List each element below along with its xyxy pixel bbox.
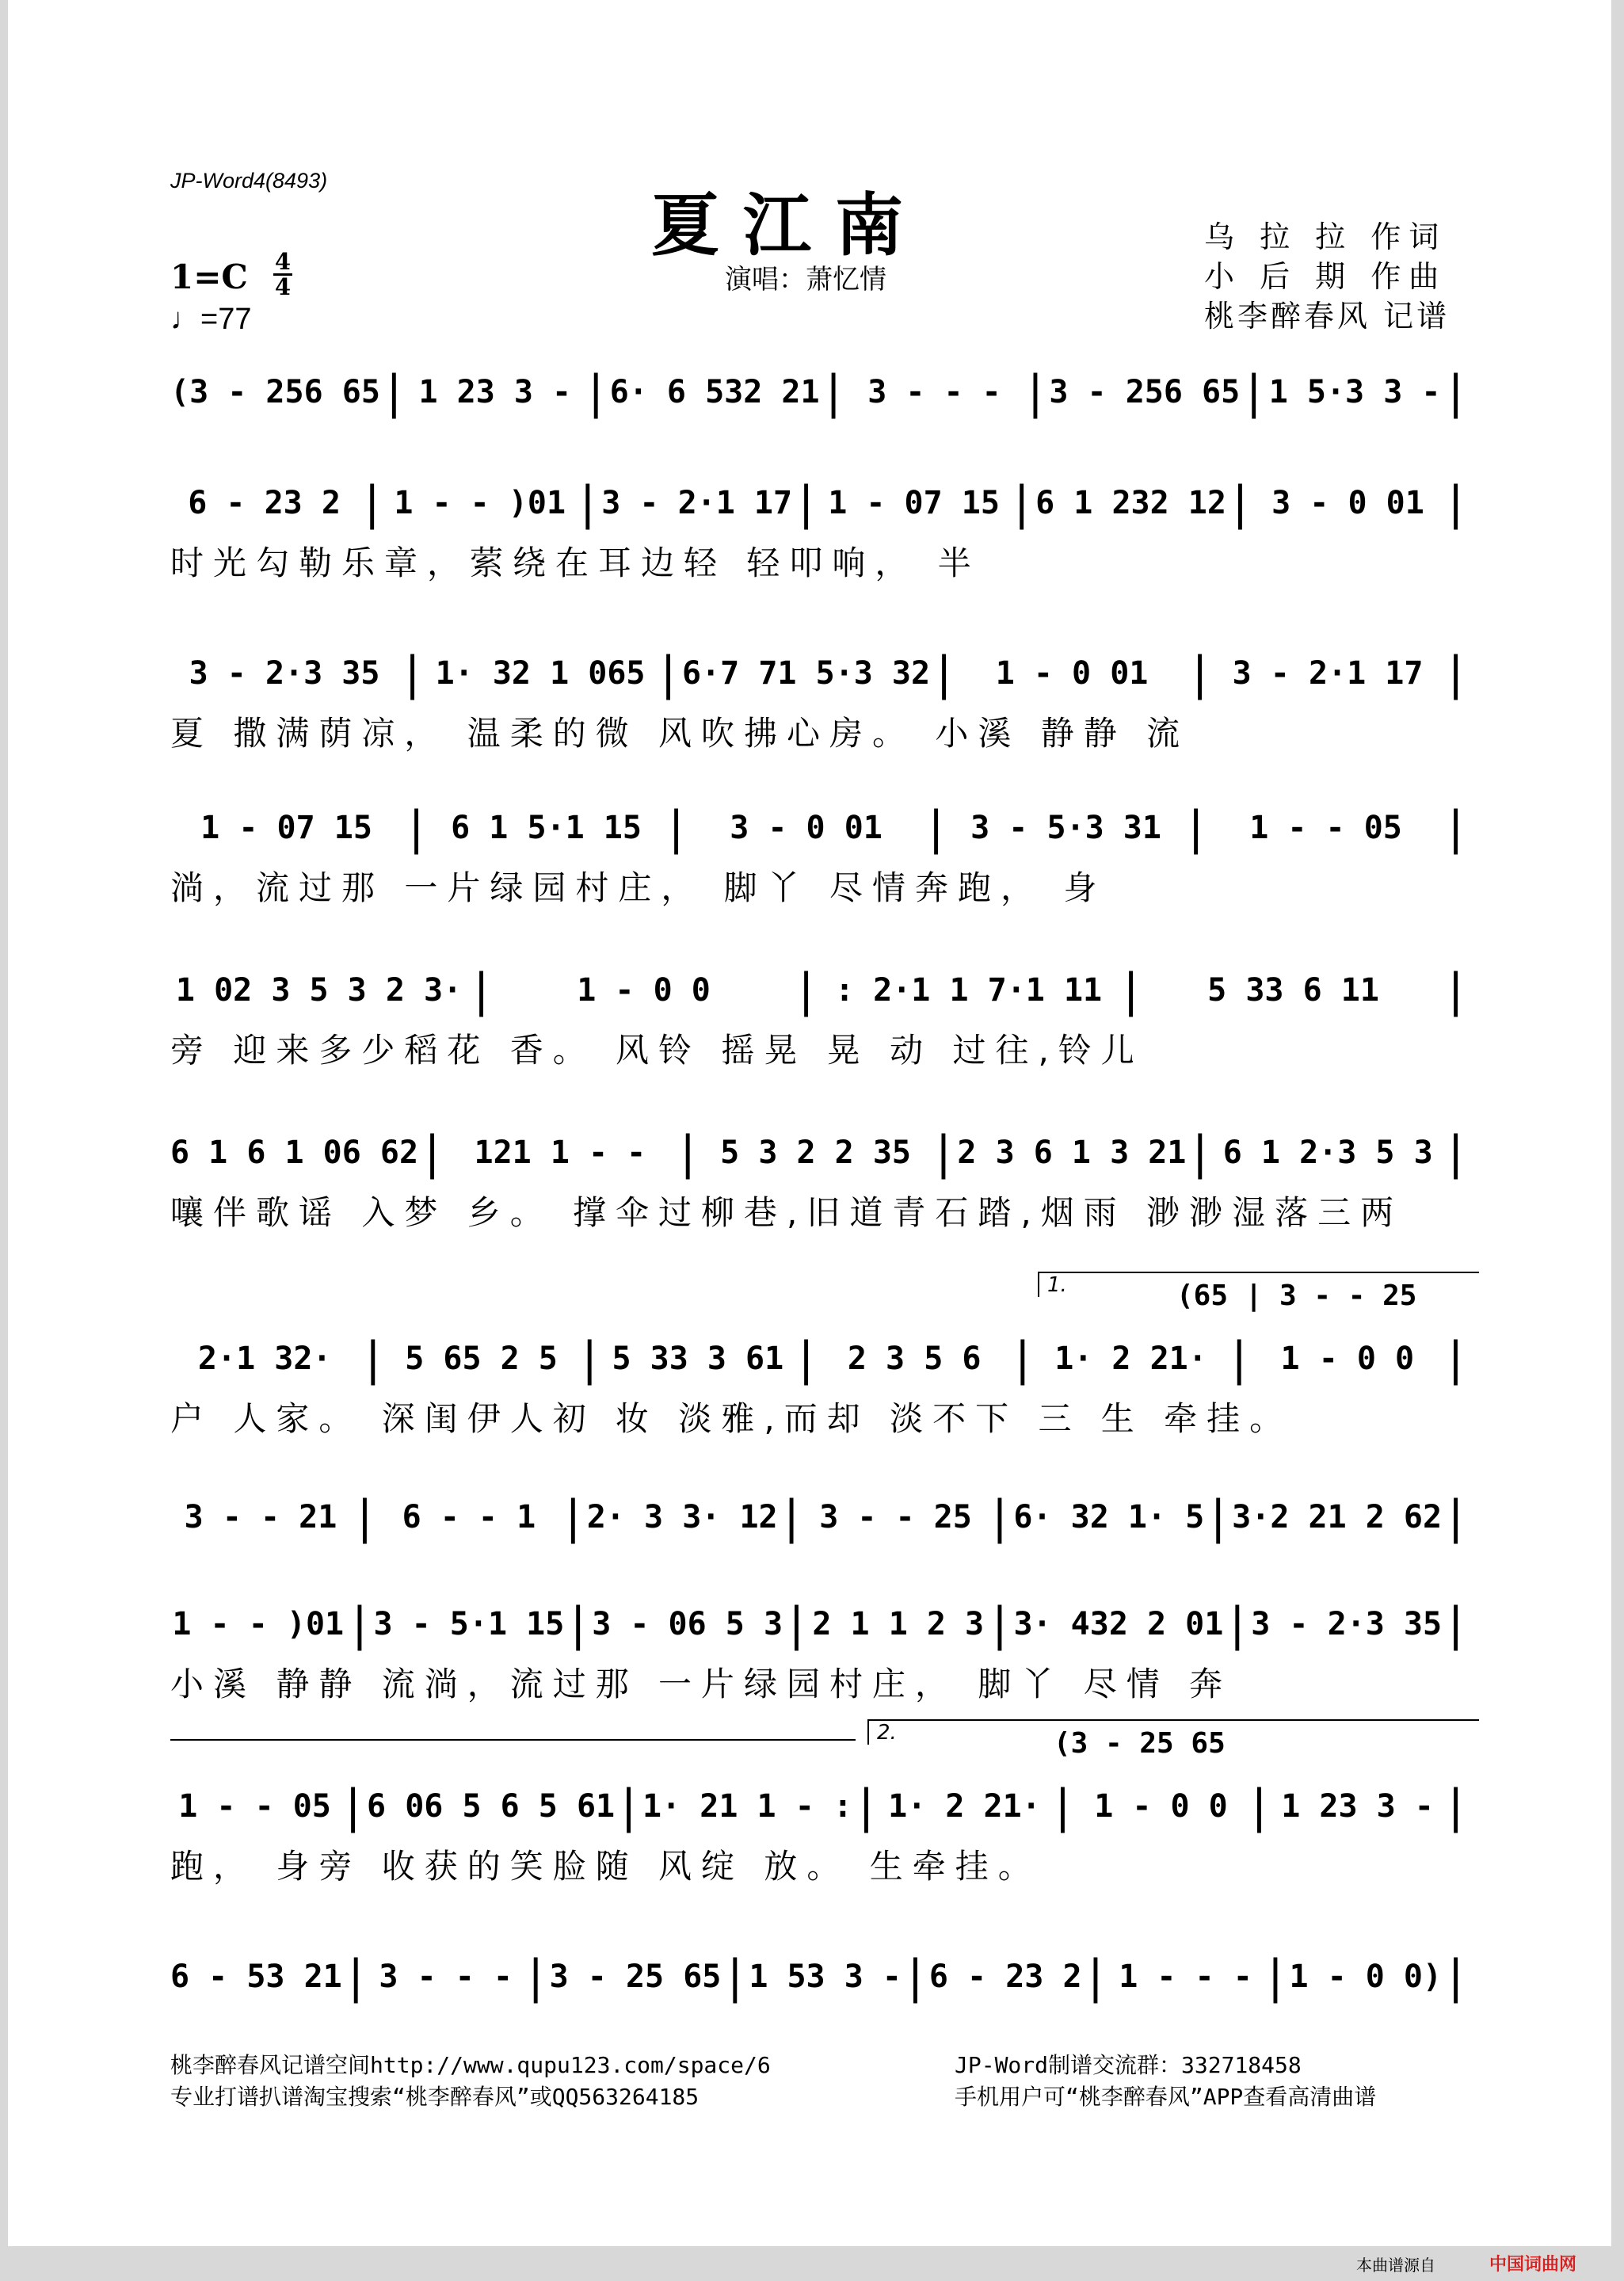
key-signature: 1=C [170,257,248,296]
bar-line: | [654,647,682,700]
bar-line: | [1442,476,1470,530]
bar-line: | [922,801,950,855]
meter-top: 4 [274,248,292,275]
measure: 1 - 07 15 [200,810,372,846]
bar-line: | [1226,476,1254,530]
bar-line: | [467,963,495,1017]
measure: 6 1 2·3 5 3 [1222,1135,1433,1171]
lyrics-line: 跑， 身旁 收获的笑脸随 风绽 放。 生牵挂。 [170,1847,1041,1886]
measure: 1 53 3 - [749,1959,902,1995]
bar-line: | [418,1126,446,1180]
volta-notes: (65 | 3 - - 25 [1176,1280,1417,1312]
site-logo: 中国词曲网 [1489,2255,1577,2275]
bar-line: | [1442,801,1470,855]
footer-right-line1: JP-Word制谱交流群：332718458 [955,2052,1302,2078]
measure: 1 - 0 01 [995,655,1149,692]
bar-line: | [1442,1779,1470,1833]
bar-line: | [398,647,426,700]
bar-line: | [1245,1779,1273,1833]
bar-line: | [930,647,958,700]
lyricist-credit: 乌 拉 拉 作词 [1204,219,1447,254]
composer-credit: 小 后 期 作曲 [1204,259,1447,294]
bar-line: | [901,1950,929,2004]
bar-line: | [985,1490,1014,1544]
notes-row [170,1331,1470,1387]
measure: 3 - 256 65 [1049,374,1241,410]
bar-line: | [1223,1597,1252,1651]
measure: : 2·1 1 7·1 11 [834,972,1103,1009]
footer-right-line2: 手机用户可“桃李醉春风”APP查看高清曲谱 [955,2084,1377,2110]
measure: 3 - 2·3 35 [1251,1606,1443,1642]
source-note: 本曲谱源自 [1356,2256,1435,2275]
bar-line: | [852,1779,880,1833]
bar-line: | [581,365,610,419]
software-tag: JP-Word4(8493) [170,169,328,193]
notes-row [170,1949,1470,2004]
bar-line: | [615,1779,643,1833]
bar-line: | [1442,1597,1470,1651]
lyrics-line: 户 人家。 深闺伊人初 妆 淡雅,而却 淡不下 三 生 牵挂。 [170,1399,1293,1438]
bar-line: | [783,1597,810,1651]
volta-bracket: 1. [1038,1272,1479,1297]
bar-line: | [402,801,430,855]
measure: 1 02 3 5 3 2 3· [175,972,463,1009]
notes-row [170,1125,1470,1181]
notes-row [170,963,1470,1018]
notes-row [170,1490,1470,1545]
bar-line: | [1186,647,1214,700]
bar-line: | [359,1332,387,1386]
bar-line: | [792,963,820,1017]
bar-line: | [1117,963,1145,1017]
bar-line: | [1081,1950,1110,2004]
measure: 2·1 32· [197,1341,332,1377]
lyrics-line: 淌，流过那 一片绿园村庄， 脚丫 尽情奔跑， 身 [170,868,1107,907]
measure: 6·7 71 5·3 32 [682,655,931,692]
time-signature [273,250,292,299]
measure: 2 1 1 2 3 [812,1606,985,1642]
bar-line: | [1442,1332,1470,1386]
measure: 3 - - 25 [819,1499,972,1535]
meter-bottom: 4 [274,273,292,300]
footer-left-line2: 专业打谱扒谱淘宝搜索“桃李醉春风”或QQ563264185 [170,2084,700,2110]
bar-line: | [1442,365,1470,419]
song-title: 夏江南 [651,185,927,265]
measure: 3 - 2·1 17 [601,485,793,521]
bar-line: | [792,476,820,530]
bar-line: | [1442,1490,1470,1544]
bar-line: | [1442,1126,1470,1180]
bar-line: | [819,365,848,419]
measure: 1 - 0 0 [577,972,711,1009]
measure: 3 - 5·3 31 [970,810,1161,846]
bar-line: | [1442,963,1470,1017]
measure: 3 - 0 01 [730,810,883,846]
bar-line: | [1240,365,1268,419]
bar-line: | [1049,1779,1077,1833]
volta-bracket: 2. [867,1719,1479,1745]
measure: 3 - 2·3 35 [189,655,380,692]
measure: 5 65 2 5 [405,1341,558,1377]
bar-line: | [1442,647,1470,700]
notes-row [170,475,1470,531]
measure: 6 1 232 12 [1035,485,1226,521]
measure: 1 - 07 15 [828,485,1000,521]
measure: 3 - 5·1 15 [373,1606,565,1642]
bar-line: | [1261,1950,1290,2004]
measure: 1 5·3 3 - [1268,374,1441,410]
bar-line: | [339,1779,368,1833]
measure: 6 06 5 6 5 61 [367,1788,616,1825]
bar-line: | [575,1332,604,1386]
bar-line: | [521,1950,550,2004]
bar-line: | [792,1332,820,1386]
bar-line: | [1182,801,1210,855]
measure: 6 - 23 2 [928,1959,1082,1995]
volta-notes: (3 - 25 65 [1054,1727,1226,1760]
bar-line: | [929,1126,958,1180]
measure: 1· 2 21· [1054,1341,1207,1377]
measure: 6· 6 532 21 [609,374,820,410]
singer-credit: 演唱：萧忆情 [725,264,886,296]
repeat-rule [170,1739,856,1741]
bar-line: | [1008,1332,1037,1386]
measure: 6 1 5·1 15 [451,810,642,846]
measure: 2 3 5 6 [847,1341,982,1377]
measure: 3 - - - [867,374,1001,410]
lyrics-line: 嚷伴歌谣 入梦 乡。 撑伞过柳巷,旧道青石踏,烟雨 渺渺湿落三两 [170,1193,1404,1232]
score-page [8,0,1611,2246]
measure: 3 - - - [379,1959,513,1995]
measure: 3 - 06 5 3 [592,1606,783,1642]
bar-line: | [345,1597,374,1651]
measure: 1 - 0 0 [1280,1341,1415,1377]
measure: 5 33 6 11 [1207,972,1379,1009]
notes-row [170,1779,1470,1834]
measure: 6 - - 1 [402,1499,536,1535]
bar-line: | [985,1597,1014,1651]
measure: 3 - 25 65 [549,1959,722,1995]
measure: 6· 32 1· 5 [1013,1499,1205,1535]
measure: 1· 21 1 - : [642,1788,852,1825]
measure: 5 33 3 61 [612,1341,784,1377]
measure: 1 - - 05 [1249,810,1402,846]
measure: 1 23 3 - [418,374,572,410]
bar-line: | [379,365,408,419]
measure: 6 1 6 1 06 62 [170,1135,419,1171]
measure: 1· 32 1 065 [435,655,646,692]
transcriber-credit: 桃李醉春风 记谱 [1204,299,1451,334]
measure: 1 - - )01 [394,485,566,521]
bar-line: | [1008,476,1036,530]
bar-line: | [341,1950,370,2004]
bar-line: | [558,1490,587,1544]
notes-row [170,1596,1470,1652]
bar-line: | [1442,1950,1470,2004]
measure: 1 - 0 0 [1094,1788,1228,1825]
measure: 3 - - 21 [184,1499,337,1535]
measure: 1 - - - [1119,1959,1252,1995]
measure: 6 - 23 2 [188,485,341,521]
measure: 1 23 3 - [1281,1788,1434,1825]
measure: 1· 2 21· [888,1788,1041,1825]
bar-line: | [358,476,387,530]
measure: 2· 3 3· 12 [586,1499,778,1535]
measure: 1 - - )01 [172,1606,345,1642]
bar-line: | [350,1490,379,1544]
measure: 1 - 0 0) [1289,1959,1443,1995]
measure: 6 - 53 21 [170,1959,342,1995]
bar-line: | [574,476,602,530]
measure: 3 - 2·1 17 [1232,655,1424,692]
notes-row [170,364,1470,420]
bar-line: | [777,1490,806,1544]
measure: 3 - 0 01 [1271,485,1424,521]
notes-row [170,800,1470,856]
measure: 2 3 6 1 3 21 [957,1135,1187,1171]
tempo-mark: ♩=77 [170,303,252,336]
bar-line: | [1021,365,1050,419]
bar-line: | [1225,1332,1253,1386]
lyrics-line: 时光勾勒乐章，萦绕在耳边轻 轻叩响， 半 [170,544,981,582]
measure: 1 - - 05 [178,1788,331,1825]
lyrics-line: 小溪 静静 流淌，流过那 一片绿园村庄， 脚丫 尽情 奔 [170,1665,1233,1703]
bar-line: | [564,1597,593,1651]
bar-line: | [673,1126,702,1180]
measure: (3 - 256 65 [170,374,380,410]
bar-line: | [1186,1126,1214,1180]
bar-line: | [662,801,690,855]
lyrics-line: 夏 撒满荫凉， 温柔的微 风吹拂心房。 小溪 静静 流 [170,714,1190,753]
footer-left-line1: 桃李醉春风记谱空间http://www.qupu123.com/space/6 [170,2052,771,2078]
bar-line: | [1204,1490,1233,1544]
measure: 121 1 - - [474,1135,646,1171]
notes-row [170,646,1470,701]
measure: 3· 432 2 01 [1013,1606,1224,1642]
measure: 5 3 2 2 35 [720,1135,911,1171]
bar-line: | [721,1950,749,2004]
lyrics-line: 旁 迎来多少稻花 香。 风铃 摇晃 晃 动 过往,铃儿 [170,1031,1144,1070]
measure: 3·2 21 2 62 [1232,1499,1443,1535]
